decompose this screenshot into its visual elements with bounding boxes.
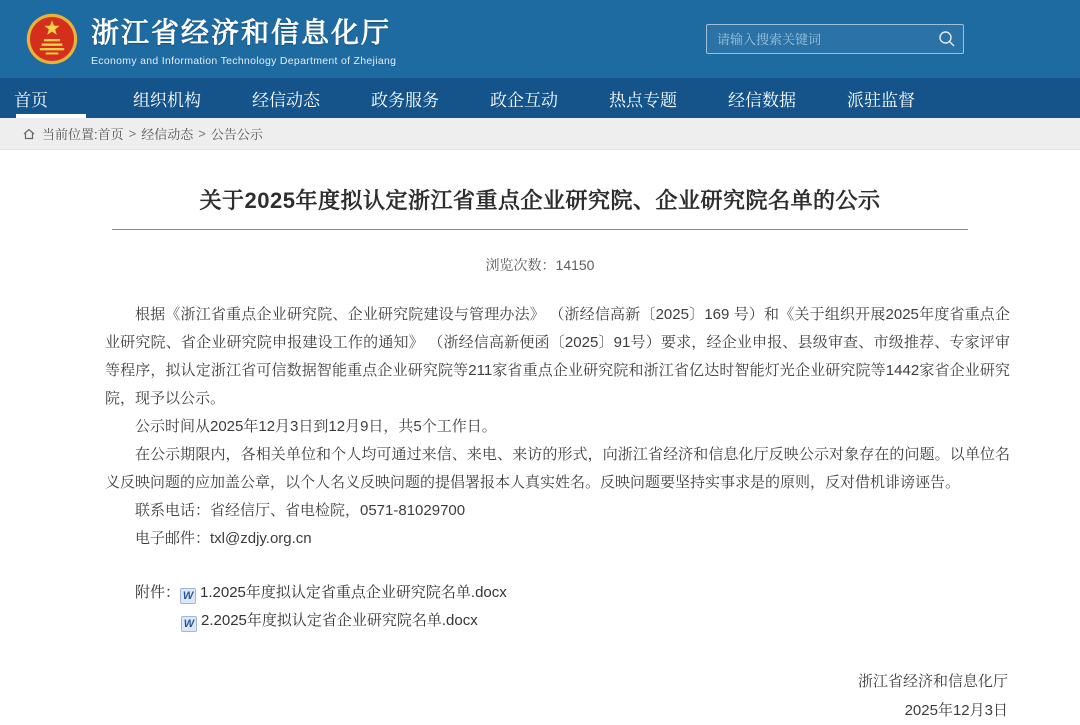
site-header (0, 0, 1080, 78)
nav-item-services[interactable]: 政务服务 (371, 90, 439, 110)
article (0, 184, 1080, 725)
word-doc-icon: W (181, 616, 197, 632)
nav-item-topics[interactable]: 热点专题 (609, 90, 677, 110)
contact-phone: 联系电话：省经信厅、省电检院，0571-81029700 (135, 502, 466, 519)
page-title: 关于2025年度拟认定浙江省重点企业研究院、企业研究院名单的公示 (199, 188, 881, 213)
breadcrumb-separator: > (198, 126, 206, 141)
main-nav (0, 78, 1080, 118)
nav-item-organization[interactable]: 组织机构 (133, 90, 201, 110)
contact-email: 电子邮件：txl@zdjy.org.cn (135, 530, 312, 547)
nav-item-news[interactable]: 经信动态 (252, 90, 320, 110)
signature-date: 2025年12月3日 (904, 702, 1008, 719)
views-count: 14150 (555, 257, 595, 273)
title-divider (112, 229, 968, 230)
breadcrumb-item-announcements[interactable]: 公告公示 (210, 127, 263, 142)
attachment-row (105, 607, 1080, 635)
site-subtitle: Economy and Information Technology Department of Zhejiang (91, 55, 397, 67)
views-label: 浏览次数： (485, 257, 556, 273)
signature-block (0, 667, 1008, 725)
nav-item-interaction[interactable]: 政企互动 (490, 90, 558, 110)
search-box (706, 24, 964, 54)
brand-text (91, 11, 396, 67)
nav-item-supervision[interactable]: 派驻监督 (847, 90, 915, 110)
brand[interactable] (25, 11, 396, 67)
paragraph-basis: 根据《浙江省重点企业研究院、企业研究院建设与管理办法》 （浙经信高新〔2025〕169 号）和《关于组织开展2025年度省重点企业研究院、省企业研究院申报建设工作的通知》 （浙经信高新便函〔2025〕91号）要求，经企业申报、县级审查、市级推荐、专家评审等程序，拟认定浙江省可信数据智能重点企业研究院等211家省重点企业研究院和浙江省亿达时智能灯光企业研究院等1442家省企业研究院，现予以公示。 (105, 306, 1010, 407)
breadcrumb (0, 118, 1080, 150)
views-counter (0, 255, 1080, 275)
breadcrumb-item-news[interactable]: 经信动态 (141, 127, 194, 142)
breadcrumb-prefix: 当前位置: (42, 127, 98, 142)
word-doc-icon: W (180, 588, 196, 604)
breadcrumb-separator: > (128, 126, 137, 141)
paragraph-period: 公示时间从2025年12月3日到12月9日，共5个工作日。 (135, 418, 497, 435)
paragraph-feedback: 在公示期限内，各相关单位和个人均可通过来信、来电、来访的形式，向浙江省经济和信息化厅反映公示对象存在的问题。以单位名义反映问题的应加盖公章，以个人名义反映问题的提倡署报本人真实姓名。反映问题要坚持实事求是的原则，反对借机诽谤诬告。 (105, 446, 1010, 491)
attachment-row (105, 579, 1080, 607)
national-emblem-icon (25, 12, 79, 66)
article-body (105, 301, 1010, 553)
attachment-link-2[interactable]: 2.2025年度拟认定省企业研究院名单.docx (201, 612, 478, 629)
search-input[interactable] (706, 24, 964, 54)
home-icon (22, 127, 36, 141)
attachments (105, 579, 1080, 635)
breadcrumb-item-home[interactable]: 首页 (97, 127, 124, 142)
site-title: 浙江省经济和信息化厅 (91, 17, 392, 48)
nav-item-home[interactable]: 首页 (14, 78, 133, 118)
signature-org: 浙江省经济和信息化厅 (857, 673, 1008, 690)
nav-item-data[interactable]: 经信数据 (728, 90, 796, 110)
search-icon[interactable] (938, 30, 956, 48)
attachments-label: 附件： (135, 584, 181, 601)
attachment-link-1[interactable]: 1.2025年度拟认定省重点企业研究院名单.docx (200, 584, 507, 601)
